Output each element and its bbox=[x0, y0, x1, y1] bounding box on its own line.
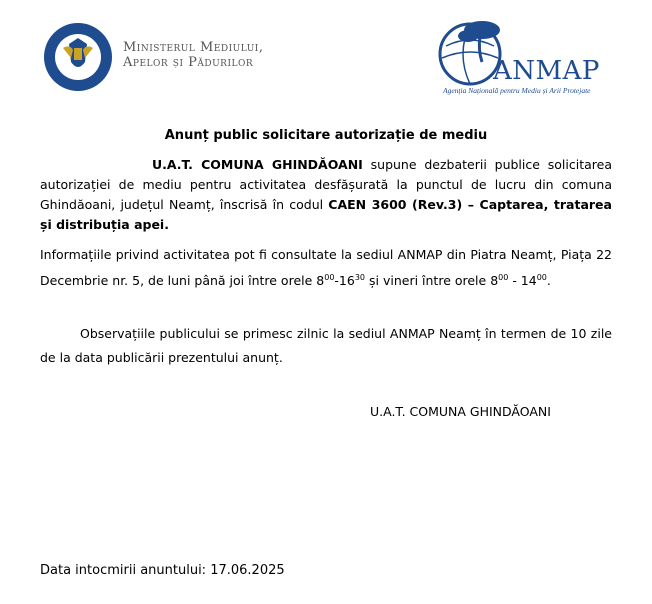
letterhead bbox=[0, 0, 652, 110]
caen-code: CAEN 3600 (Rev.3) bbox=[328, 197, 463, 212]
p1-dash: – bbox=[462, 197, 480, 212]
romanian-government-seal-icon bbox=[43, 22, 113, 92]
p2-text-d: - 14 bbox=[508, 273, 537, 288]
paragraph-information bbox=[40, 242, 612, 294]
entity-name: U.A.T. COMUNA GHINDĂOANI bbox=[152, 157, 363, 172]
p1-text-a: supune dezbaterii publice solicitarea autorizației de mediu pentru activitatea desfășurată la punctul de lucru din comuna Ghindăoani, județul Neamț, înscrisă în codul bbox=[40, 157, 612, 212]
p2-sup-3: 00 bbox=[498, 272, 509, 282]
p2-sup-1: 00 bbox=[324, 272, 335, 282]
p2-text-c: și vineri între orele 8 bbox=[365, 273, 499, 288]
p2-sup-4: 00 bbox=[536, 272, 547, 282]
p2-text-e: . bbox=[546, 273, 551, 288]
p2-sup-2: 30 bbox=[354, 272, 366, 282]
paragraph-request bbox=[40, 155, 612, 235]
signature: U.A.T. COMUNA GHINDĂOANI bbox=[370, 404, 551, 419]
ministry-line-1: Ministerul Mediului, bbox=[123, 40, 264, 55]
anmap-subtitle: Agenția Națională pentru Mediu și Arii Protejate bbox=[443, 86, 591, 95]
paragraph-observations bbox=[40, 322, 612, 370]
activity-description: Captarea, tratarea și distribuția apei. bbox=[40, 197, 612, 232]
document-title: Anunț public solicitare autorizație de mediu bbox=[164, 128, 488, 143]
p2-text-a: Informațiile privind activitatea pot fi consultate la sediul ANMAP din Piatra Neamț, Piața 22 Decembrie nr. 5, de luni până joi între orele 8 bbox=[40, 247, 612, 288]
p3-text: Observațiile publicului se primesc zilnic la sediul ANMAP Neamț în termen de 10 zile de la data publicării prezentului anunț. bbox=[40, 326, 612, 365]
anmap-name: ANMAP bbox=[493, 56, 600, 86]
p2-text-b: -16 bbox=[334, 273, 355, 288]
date-line: Data intocmirii anuntului: 17.06.2025 bbox=[40, 563, 285, 578]
ministry-name bbox=[123, 40, 264, 70]
ministry-line-2: Apelor și Pădurilor bbox=[123, 55, 254, 70]
